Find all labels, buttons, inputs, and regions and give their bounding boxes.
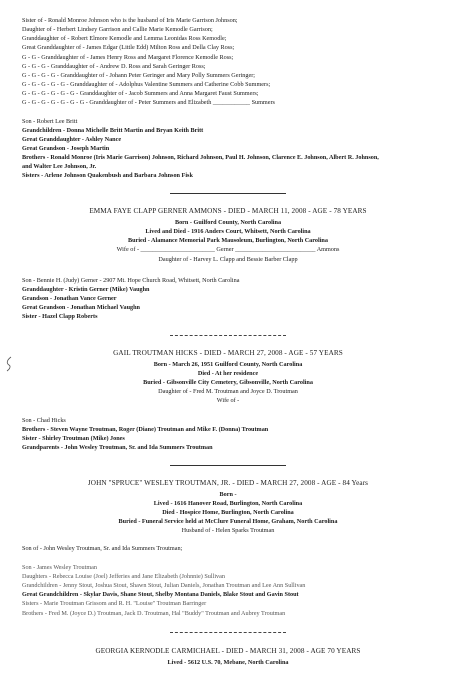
obituary-line: Buried - Gibsonville City Cemetery, Gibsonville, North Carolina [143, 379, 313, 386]
family-line: Son - James Wesley Troutman [22, 564, 98, 571]
ancestry-line: Great Granddaughter of - James Edgar (Little Edd) Milton Ross and Della Clay Ross; [22, 44, 235, 51]
pencil-mark-icon [4, 356, 14, 372]
family-line: Brothers - Steven Wayne Troutman, Roger (Diane) Troutman and Mike F. (Donna) Troutman [22, 426, 269, 433]
ancestry-line: Granddaughter of - Robert Elmore Kemodle and Lemma Leonidas Ross Kemodle; [22, 35, 227, 42]
obituary-header: GEORGIA KERNODLE CARMICHAEL - DIED - MARCH 31, 2008 - AGE 70 YEARS [95, 647, 361, 655]
family-line: Great Granddaughter - Ashley Nance [22, 136, 122, 143]
obituary-line: Wife of - [216, 397, 240, 404]
family-line: Great Grandson - Jonathan Michael Vaughn [22, 304, 140, 311]
ancestry-line: G - G - G - G - G - G - G - Granddaughter of - Peter Summers and Elizabeth ____________ Summers [22, 99, 275, 106]
obituary-line: Born - March 26, 1951 Guilford County, North Carolina [153, 361, 303, 368]
obituary-line: Born - Guilford County, North Carolina [174, 219, 282, 226]
family-line: Granddaughter - Kristin Gerner (Mike) Vaughn [22, 286, 150, 293]
family-line: Son - Robert Lee Britt [22, 118, 78, 125]
obituary-line: Lived and Died - 1916 Anders Court, Whitsett, North Carolina [145, 228, 311, 235]
family-line: Daughters - Rebecca Louise (Joel) Jefferies and Jane Elizabeth (Johnnie) Sullivan [22, 573, 225, 580]
ancestry-line: G - G - G - Granddaughter of - Andrew D. Ross and Sarah Geringer Ross; [22, 63, 206, 70]
family-line: Sister - Hazel Clapp Roberts [22, 313, 98, 320]
obituary-line: Died - Hospice Home, Burlington, North Carolina [162, 509, 294, 516]
obituary-line: Lived - 5612 U.S. 70, Mebane, North Carolina [167, 659, 289, 666]
family-line: Great Grandchildren - Skylar Davis, Shane Stout, Shelby Montana Daniels, Blake Stout and Gavin Stout [22, 591, 299, 598]
family-line: Sisters - Arlene Johnson Quakenbush and Barbara Johnson Fisk [22, 172, 193, 179]
obituary-header: EMMA FAYE CLAPP GERNER AMMONS - DIED - MARCH 11, 2008 - AGE - 78 YEARS [89, 207, 367, 215]
family-line: Sisters - Marie Troutman Grissom and R. H. "Louise" Troutman Barringer [22, 600, 207, 607]
obituary-header: JOHN "SPRUCE" WESLEY TROUTMAN, JR. - DIED - MARCH 27, 2008 - AGE - 84 Years [87, 479, 369, 487]
obituary-line: Lived - 1616 Hanover Road, Burlington, North Carolina [153, 500, 303, 507]
section-divider [170, 335, 286, 336]
obituary-line: Daughter of - Fred M. Troutman and Joyce D. Troutman [158, 388, 298, 395]
section-divider [170, 632, 286, 633]
section-divider [170, 465, 286, 466]
obituary-line: Wife of - ________________________ Gerner __________________________ Ammons [116, 246, 340, 253]
obituary-line: Husband of - Helen Sparks Troutman [181, 527, 275, 534]
family-line: Grandparents - John Wesley Troutman, Sr. and Ida Summers Troutman [22, 444, 213, 451]
family-line: Grandchildren - Jenny Stout, Joshua Stout, Shawn Stout, Julian Daniels, Jonathan Troutman and Lee Ann Sullivan [22, 582, 306, 589]
ancestry-line: Sister of - Ronald Monroe Johnson who is the husband of Iris Marie Garrison Johnson; [22, 17, 238, 24]
family-line: Son - Chad Hicks [22, 417, 66, 424]
ancestry-line: G - G - Granddaughter of - James Henry Ross and Margaret Florence Kemodle Ross; [22, 54, 234, 61]
ancestry-line: Daughter of - Herbert Lindsey Garrison and Callie Marie Kemodle Garrison; [22, 26, 213, 33]
family-line: Grandchildren - Donna Michelle Britt Martin and Bryan Keith Britt [22, 127, 204, 134]
obituary-line: Buried - Alamance Memorial Park Mausoleum, Burlington, North Carolina [128, 237, 328, 244]
family-line: Great Grandson - Joseph Martin [22, 145, 110, 152]
obituary-line: Died - At her residence [197, 370, 259, 377]
ancestry-line: G - G - G - G - Granddaughter of - Johann Peter Geringer and Mary Polly Summers Geringer; [22, 72, 256, 79]
family-line: and Walter Lee Johnson, Jr. [22, 163, 97, 170]
family-line: Grandson - Jonathan Vance Gerner [22, 295, 117, 302]
section-divider [170, 193, 286, 194]
family-line: Sister - Shirley Troutman (Mike) Jones [22, 435, 125, 442]
family-line: Son - Bennie H. (Judy) Gerner - 2907 Mt. Hope Church Road, Whitsett, North Carolina [22, 277, 240, 284]
family-line: Brothers - Fred M. (Joyce D.) Troutman, Jack D. Troutman, Hal "Buddy" Troutman and Aubrey Troutman [22, 610, 286, 617]
family-line: Brothers - Ronald Monroe (Iris Marie Garrison) Johnson, Richard Johnson, Paul H. Johnson, Clarence E. Johnson, Albert R. Johnson, [22, 154, 379, 161]
obituary-line: Buried - Funeral Service held at McClure Funeral Home, Graham, North Carolina [118, 518, 338, 525]
ancestry-line: G - G - G - G - G - Granddaughter of - Adolphus Valentine Summers and Catherine Cobb Summers; [22, 81, 271, 88]
ancestry-line: G - G - G - G - G - G - Granddaughter of - Jacob Summers and Anna Margaret Faust Summers; [22, 90, 259, 97]
obituary-line: Born - [219, 491, 237, 498]
family-line: Son of - John Wesley Troutman, Sr. and Ida Summers Troutman; [22, 545, 183, 552]
obituary-line: Daughter of - Harvey L. Clapp and Bessie Barber Clapp [158, 256, 298, 263]
obituary-header: GAIL TROUTMAN HICKS - DIED - MARCH 27, 2008 - AGE - 57 YEARS [113, 349, 343, 357]
